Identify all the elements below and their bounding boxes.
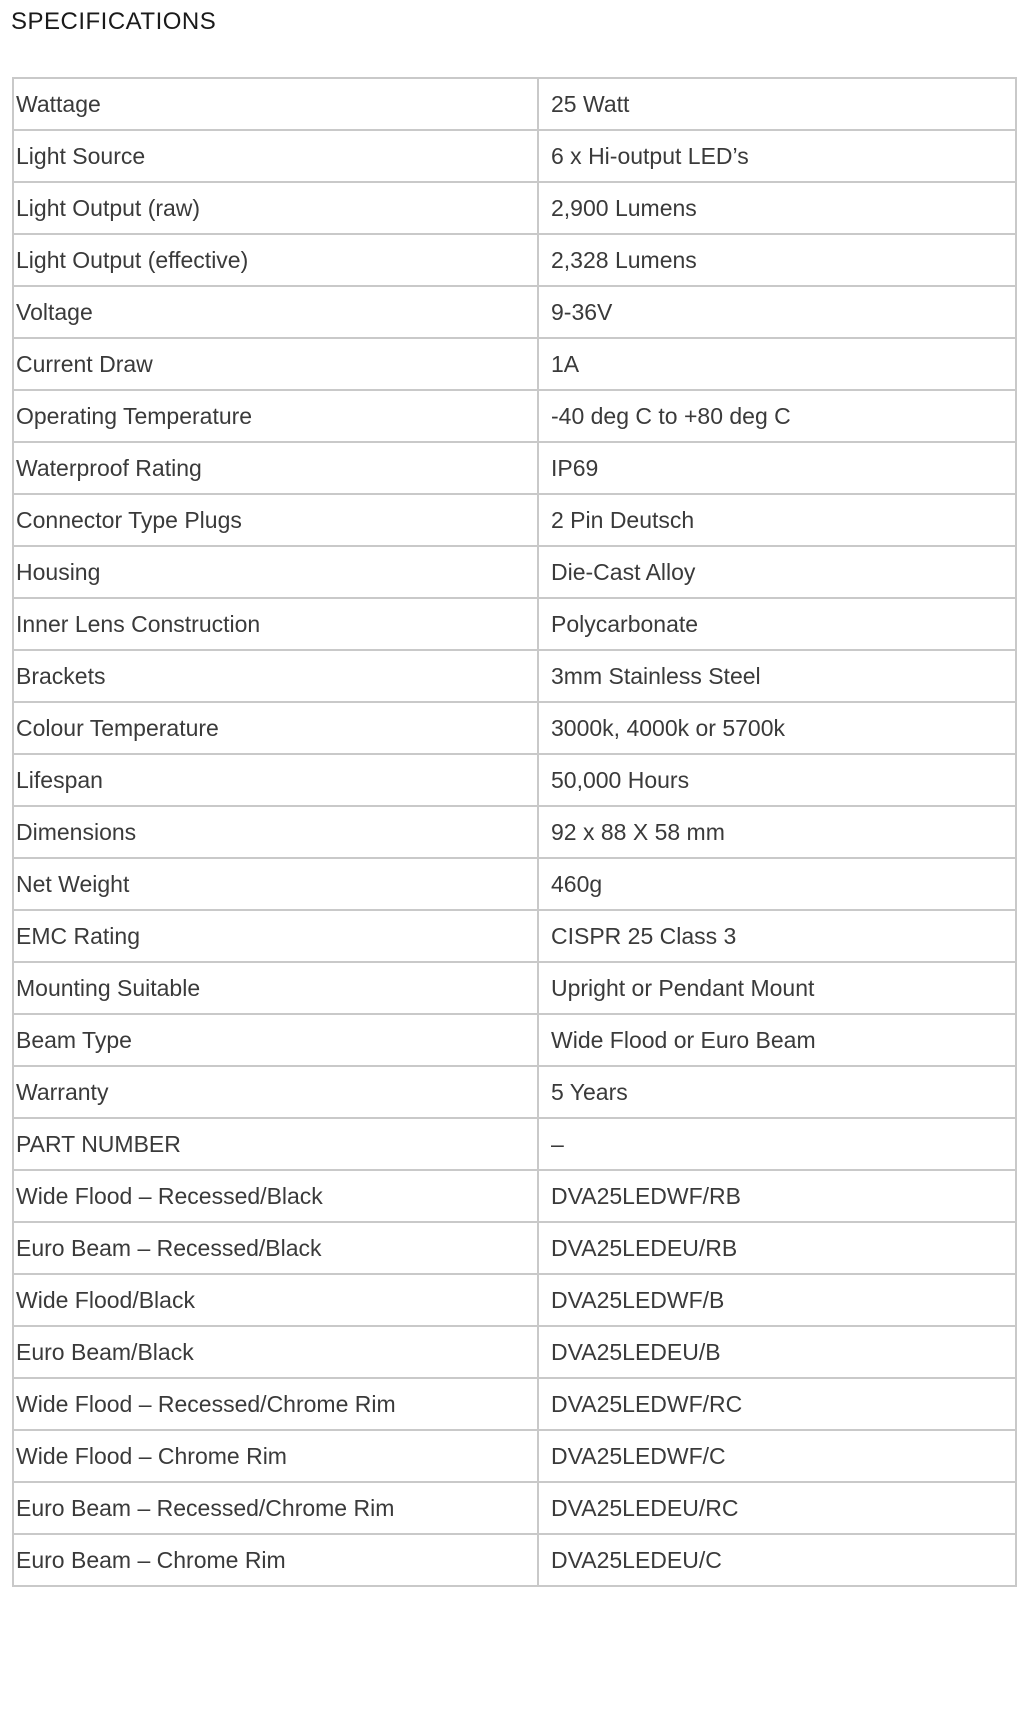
spec-label: Colour Temperature	[13, 702, 538, 754]
table-row	[13, 1482, 1016, 1534]
spec-label: Voltage	[13, 286, 538, 338]
spec-label: Waterproof Rating	[13, 442, 538, 494]
spec-value: IP69	[538, 442, 1016, 494]
table-row	[13, 910, 1016, 962]
table-row	[13, 1326, 1016, 1378]
specifications-table-body	[13, 78, 1016, 1586]
spec-value: 5 Years	[538, 1066, 1016, 1118]
spec-value: 50,000 Hours	[538, 754, 1016, 806]
table-row	[13, 182, 1016, 234]
spec-value: 9-36V	[538, 286, 1016, 338]
spec-label: Housing	[13, 546, 538, 598]
spec-value: -40 deg C to +80 deg C	[538, 390, 1016, 442]
spec-value: Die-Cast Alloy	[538, 546, 1016, 598]
page-title: SPECIFICATIONS	[11, 8, 217, 35]
spec-label: Wide Flood – Recessed/Black	[13, 1170, 538, 1222]
table-row	[13, 390, 1016, 442]
table-row	[13, 286, 1016, 338]
spec-value: DVA25LEDEU/RC	[538, 1482, 1016, 1534]
spec-label: Dimensions	[13, 806, 538, 858]
spec-value: 92 x 88 X 58 mm	[538, 806, 1016, 858]
table-row	[13, 858, 1016, 910]
spec-value: Polycarbonate	[538, 598, 1016, 650]
table-row	[13, 754, 1016, 806]
spec-value: DVA25LEDWF/B	[538, 1274, 1016, 1326]
table-row	[13, 1066, 1016, 1118]
table-row	[13, 1222, 1016, 1274]
spec-value: 460g	[538, 858, 1016, 910]
table-row	[13, 1170, 1016, 1222]
spec-value: DVA25LEDEU/B	[538, 1326, 1016, 1378]
spec-label: Net Weight	[13, 858, 538, 910]
table-row	[13, 650, 1016, 702]
table-row	[13, 1014, 1016, 1066]
table-row	[13, 546, 1016, 598]
table-row	[13, 1430, 1016, 1482]
spec-value: 6 x Hi-output LED’s	[538, 130, 1016, 182]
table-row	[13, 494, 1016, 546]
spec-label: Beam Type	[13, 1014, 538, 1066]
table-row	[13, 338, 1016, 390]
spec-value: DVA25LEDWF/RB	[538, 1170, 1016, 1222]
spec-label: Wattage	[13, 78, 538, 130]
table-row	[13, 130, 1016, 182]
table-row	[13, 962, 1016, 1014]
table-row	[13, 78, 1016, 130]
spec-value: 1A	[538, 338, 1016, 390]
table-row	[13, 442, 1016, 494]
spec-label: Warranty	[13, 1066, 538, 1118]
spec-value: DVA25LEDEU/C	[538, 1534, 1016, 1586]
spec-value: DVA25LEDEU/RB	[538, 1222, 1016, 1274]
spec-value: 2,900 Lumens	[538, 182, 1016, 234]
spec-label: PART NUMBER	[13, 1118, 538, 1170]
spec-value: DVA25LEDWF/RC	[538, 1378, 1016, 1430]
spec-label: Inner Lens Construction	[13, 598, 538, 650]
specifications-table	[12, 77, 1017, 1587]
spec-value: 2 Pin Deutsch	[538, 494, 1016, 546]
spec-label: Wide Flood – Recessed/Chrome Rim	[13, 1378, 538, 1430]
table-row	[13, 702, 1016, 754]
spec-label: Euro Beam – Chrome Rim	[13, 1534, 538, 1586]
table-row	[13, 1534, 1016, 1586]
spec-label: Euro Beam – Recessed/Chrome Rim	[13, 1482, 538, 1534]
table-row	[13, 1274, 1016, 1326]
spec-value: –	[538, 1118, 1016, 1170]
spec-value: 3mm Stainless Steel	[538, 650, 1016, 702]
spec-label: EMC Rating	[13, 910, 538, 962]
spec-label: Wide Flood/Black	[13, 1274, 538, 1326]
spec-label: Operating Temperature	[13, 390, 538, 442]
spec-label: Light Output (raw)	[13, 182, 538, 234]
spec-label: Mounting Suitable	[13, 962, 538, 1014]
spec-label: Euro Beam – Recessed/Black	[13, 1222, 538, 1274]
table-row	[13, 806, 1016, 858]
spec-value: CISPR 25 Class 3	[538, 910, 1016, 962]
spec-label: Lifespan	[13, 754, 538, 806]
spec-value: 2,328 Lumens	[538, 234, 1016, 286]
spec-label: Wide Flood – Chrome Rim	[13, 1430, 538, 1482]
spec-value: 25 Watt	[538, 78, 1016, 130]
spec-label: Brackets	[13, 650, 538, 702]
spec-label: Light Source	[13, 130, 538, 182]
spec-value: 3000k, 4000k or 5700k	[538, 702, 1016, 754]
spec-label: Euro Beam/Black	[13, 1326, 538, 1378]
table-row	[13, 234, 1016, 286]
spec-label: Light Output (effective)	[13, 234, 538, 286]
spec-value: Wide Flood or Euro Beam	[538, 1014, 1016, 1066]
table-row	[13, 1118, 1016, 1170]
table-row	[13, 598, 1016, 650]
spec-label: Connector Type Plugs	[13, 494, 538, 546]
spec-value: DVA25LEDWF/C	[538, 1430, 1016, 1482]
spec-label: Current Draw	[13, 338, 538, 390]
table-row	[13, 1378, 1016, 1430]
spec-value: Upright or Pendant Mount	[538, 962, 1016, 1014]
